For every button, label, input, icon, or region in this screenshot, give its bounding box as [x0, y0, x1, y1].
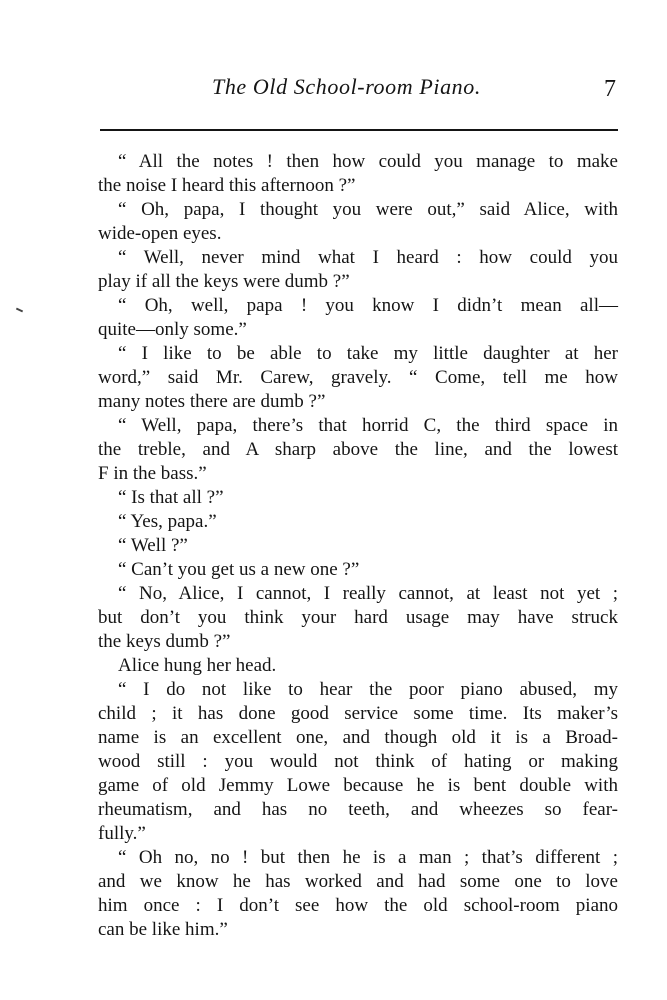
text-line: quite—only some.” — [98, 319, 247, 340]
text-line: the keys dumb ?” — [98, 631, 231, 652]
text-line: “ Is that all ?” — [118, 487, 224, 508]
text-line: “ Well ?” — [118, 535, 188, 556]
text-line: fully.” — [98, 823, 146, 844]
text-line: “ Oh, papa, I thought you were out,” said Alice, with — [118, 199, 618, 220]
text-line: F in the bass.” — [98, 463, 207, 484]
text-line: can be like him.” — [98, 919, 228, 940]
running-head — [100, 74, 620, 108]
text-line: name is an excellent one, and though old it is a Broad- — [98, 727, 618, 748]
text-line: “ Well, papa, there’s that horrid C, the third space in — [118, 415, 618, 436]
text-line: wood still : you would not think of hating or making — [98, 751, 618, 772]
text-line: “ Well, never mind what I heard : how could you — [118, 247, 618, 268]
text-line: the treble, and A sharp above the line, and the lowest — [98, 439, 618, 460]
body-text — [98, 150, 618, 942]
text-line: Alice hung her head. — [118, 655, 277, 676]
text-line: the noise I heard this afternoon ?” — [98, 175, 356, 196]
margin-mark — [16, 308, 23, 313]
text-line: “ Oh, well, papa ! you know I didn’t mean all— — [118, 295, 618, 316]
text-line: “ I do not like to hear the poor piano abused, my — [118, 679, 618, 700]
text-line: many notes there are dumb ?” — [98, 391, 326, 412]
text-line: wide-open eyes. — [98, 223, 222, 244]
text-line: “ Oh no, no ! but then he is a man ; that’s different ; — [118, 847, 618, 868]
text-line: word,” said Mr. Carew, gravely. “ Come, tell me how — [98, 367, 618, 388]
text-line: “ All the notes ! then how could you manage to make — [118, 151, 618, 172]
text-line: “ Can’t you get us a new one ?” — [118, 559, 360, 580]
page-number: 7 — [604, 76, 616, 102]
text-line: and we know he has worked and had some one to love — [98, 871, 618, 892]
text-line: rheumatism, and has no teeth, and wheezes so fear- — [98, 799, 618, 820]
text-line: “ No, Alice, I cannot, I really cannot, at least not yet ; — [118, 583, 618, 604]
text-line: him once : I don’t see how the old school-room piano — [98, 895, 618, 916]
text-line: play if all the keys were dumb ?” — [98, 271, 350, 292]
text-line: game of old Jemmy Lowe because he is bent double with — [98, 775, 618, 796]
text-line: “ I like to be able to take my little daughter at her — [118, 343, 618, 364]
text-line: child ; it has done good service some time. Its maker’s — [98, 703, 618, 724]
text-line: “ Yes, papa.” — [118, 511, 217, 532]
header-rule — [100, 129, 618, 131]
text-line: but don’t you think your hard usage may have struck — [98, 607, 618, 628]
running-title: The Old School-room Piano. — [212, 74, 481, 99]
